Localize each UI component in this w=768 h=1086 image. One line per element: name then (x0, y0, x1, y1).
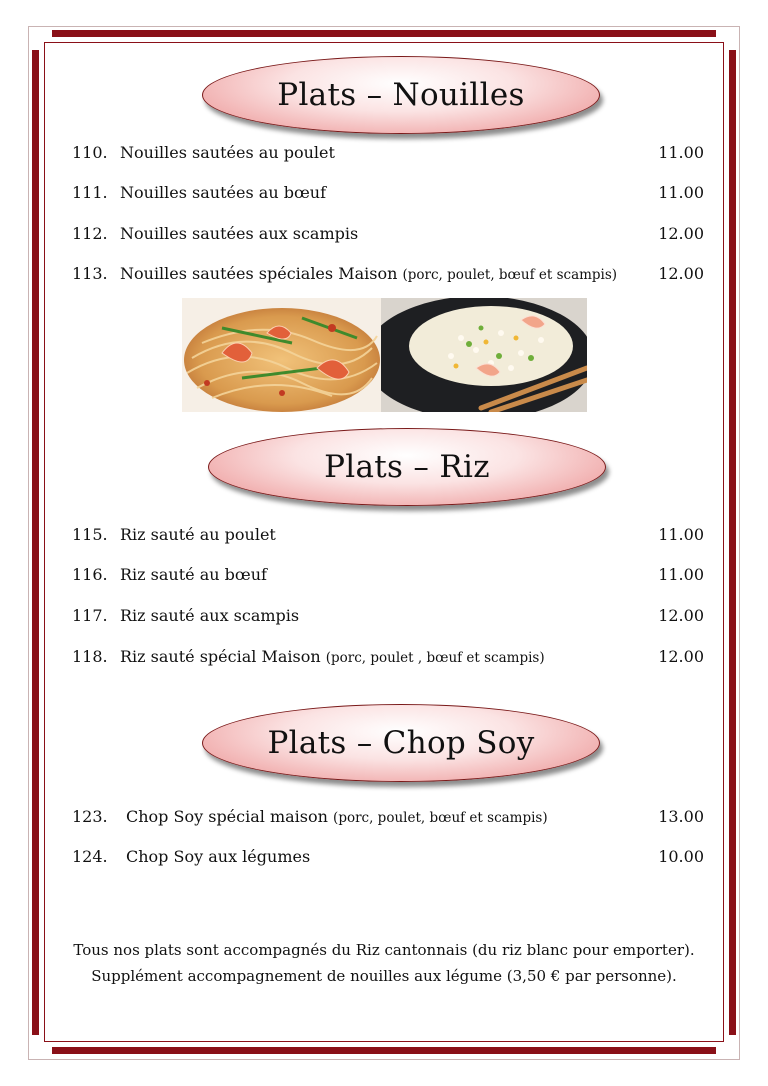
section-title-rice: Plats – Riz (208, 428, 606, 506)
item-price: 12.00 (658, 647, 704, 666)
item-price: 11.00 (658, 143, 704, 162)
item-number: 113. (72, 264, 108, 283)
item-name: Riz sauté au bœuf (120, 565, 267, 584)
item-number: 124. (72, 847, 108, 866)
item-price: 11.00 (658, 525, 704, 544)
item-note: (porc, poulet , bœuf et scampis) (325, 650, 545, 666)
item-number: 123. (72, 807, 108, 826)
footer-note-accompaniment: Tous nos plats sont accompagnés du Riz cantonnais (du riz blanc pour emporter). (73, 941, 695, 959)
menu-item (72, 645, 704, 669)
item-number: 117. (72, 606, 108, 625)
item-name: Nouilles sautées au poulet (120, 143, 335, 162)
item-name: Nouilles sautées spéciales Maison (porc, poulet, bœuf et scampis) (120, 264, 618, 283)
item-price: 11.00 (658, 565, 704, 584)
item-name: Chop Soy spécial maison (porc, poulet, bœuf et scampis) (126, 807, 548, 826)
item-number: 112. (72, 224, 108, 243)
menu-item (72, 262, 704, 286)
item-number: 118. (72, 647, 108, 666)
noodles-photo (182, 298, 381, 412)
item-note: (porc, poulet, bœuf et scampis) (333, 810, 548, 826)
fried-rice-with-shrimp-image (381, 298, 587, 412)
menu-item (72, 805, 704, 829)
item-price: 12.00 (658, 606, 704, 625)
menu-item (72, 845, 704, 869)
item-name: Riz sauté aux scampis (120, 606, 300, 625)
item-name: Riz sauté au poulet (120, 525, 276, 544)
item-name: Nouilles sautées aux scampis (120, 224, 359, 243)
item-number: 116. (72, 565, 108, 584)
menu-item (72, 563, 704, 587)
menu-item (72, 604, 704, 628)
item-number: 110. (72, 143, 108, 162)
item-name: Chop Soy aux légumes (126, 847, 311, 866)
section-title-chop-soy: Plats – Chop Soy (202, 704, 600, 782)
noodles-with-shrimp-image (182, 298, 381, 412)
item-number: 111. (72, 183, 108, 202)
menu-item (72, 222, 704, 246)
footer-note-supplement: Supplément accompagnement de nouilles aux légume (3,50 € par personne). (91, 967, 677, 985)
section-title-noodles: Plats – Nouilles (202, 56, 600, 134)
menu-item (72, 141, 704, 165)
menu-item (72, 181, 704, 205)
item-price: 10.00 (658, 847, 704, 866)
item-name: Riz sauté spécial Maison (porc, poulet , bœuf et scampis) (120, 647, 545, 666)
item-price: 11.00 (658, 183, 704, 202)
menu-item (72, 523, 704, 547)
fried-rice-photo (381, 298, 587, 412)
item-price: 12.00 (658, 264, 704, 283)
item-number: 115. (72, 525, 108, 544)
item-price: 12.00 (658, 224, 704, 243)
item-note: (porc, poulet, bœuf et scampis) (402, 267, 618, 283)
item-price: 13.00 (658, 807, 704, 826)
item-name: Nouilles sautées au bœuf (120, 183, 326, 202)
